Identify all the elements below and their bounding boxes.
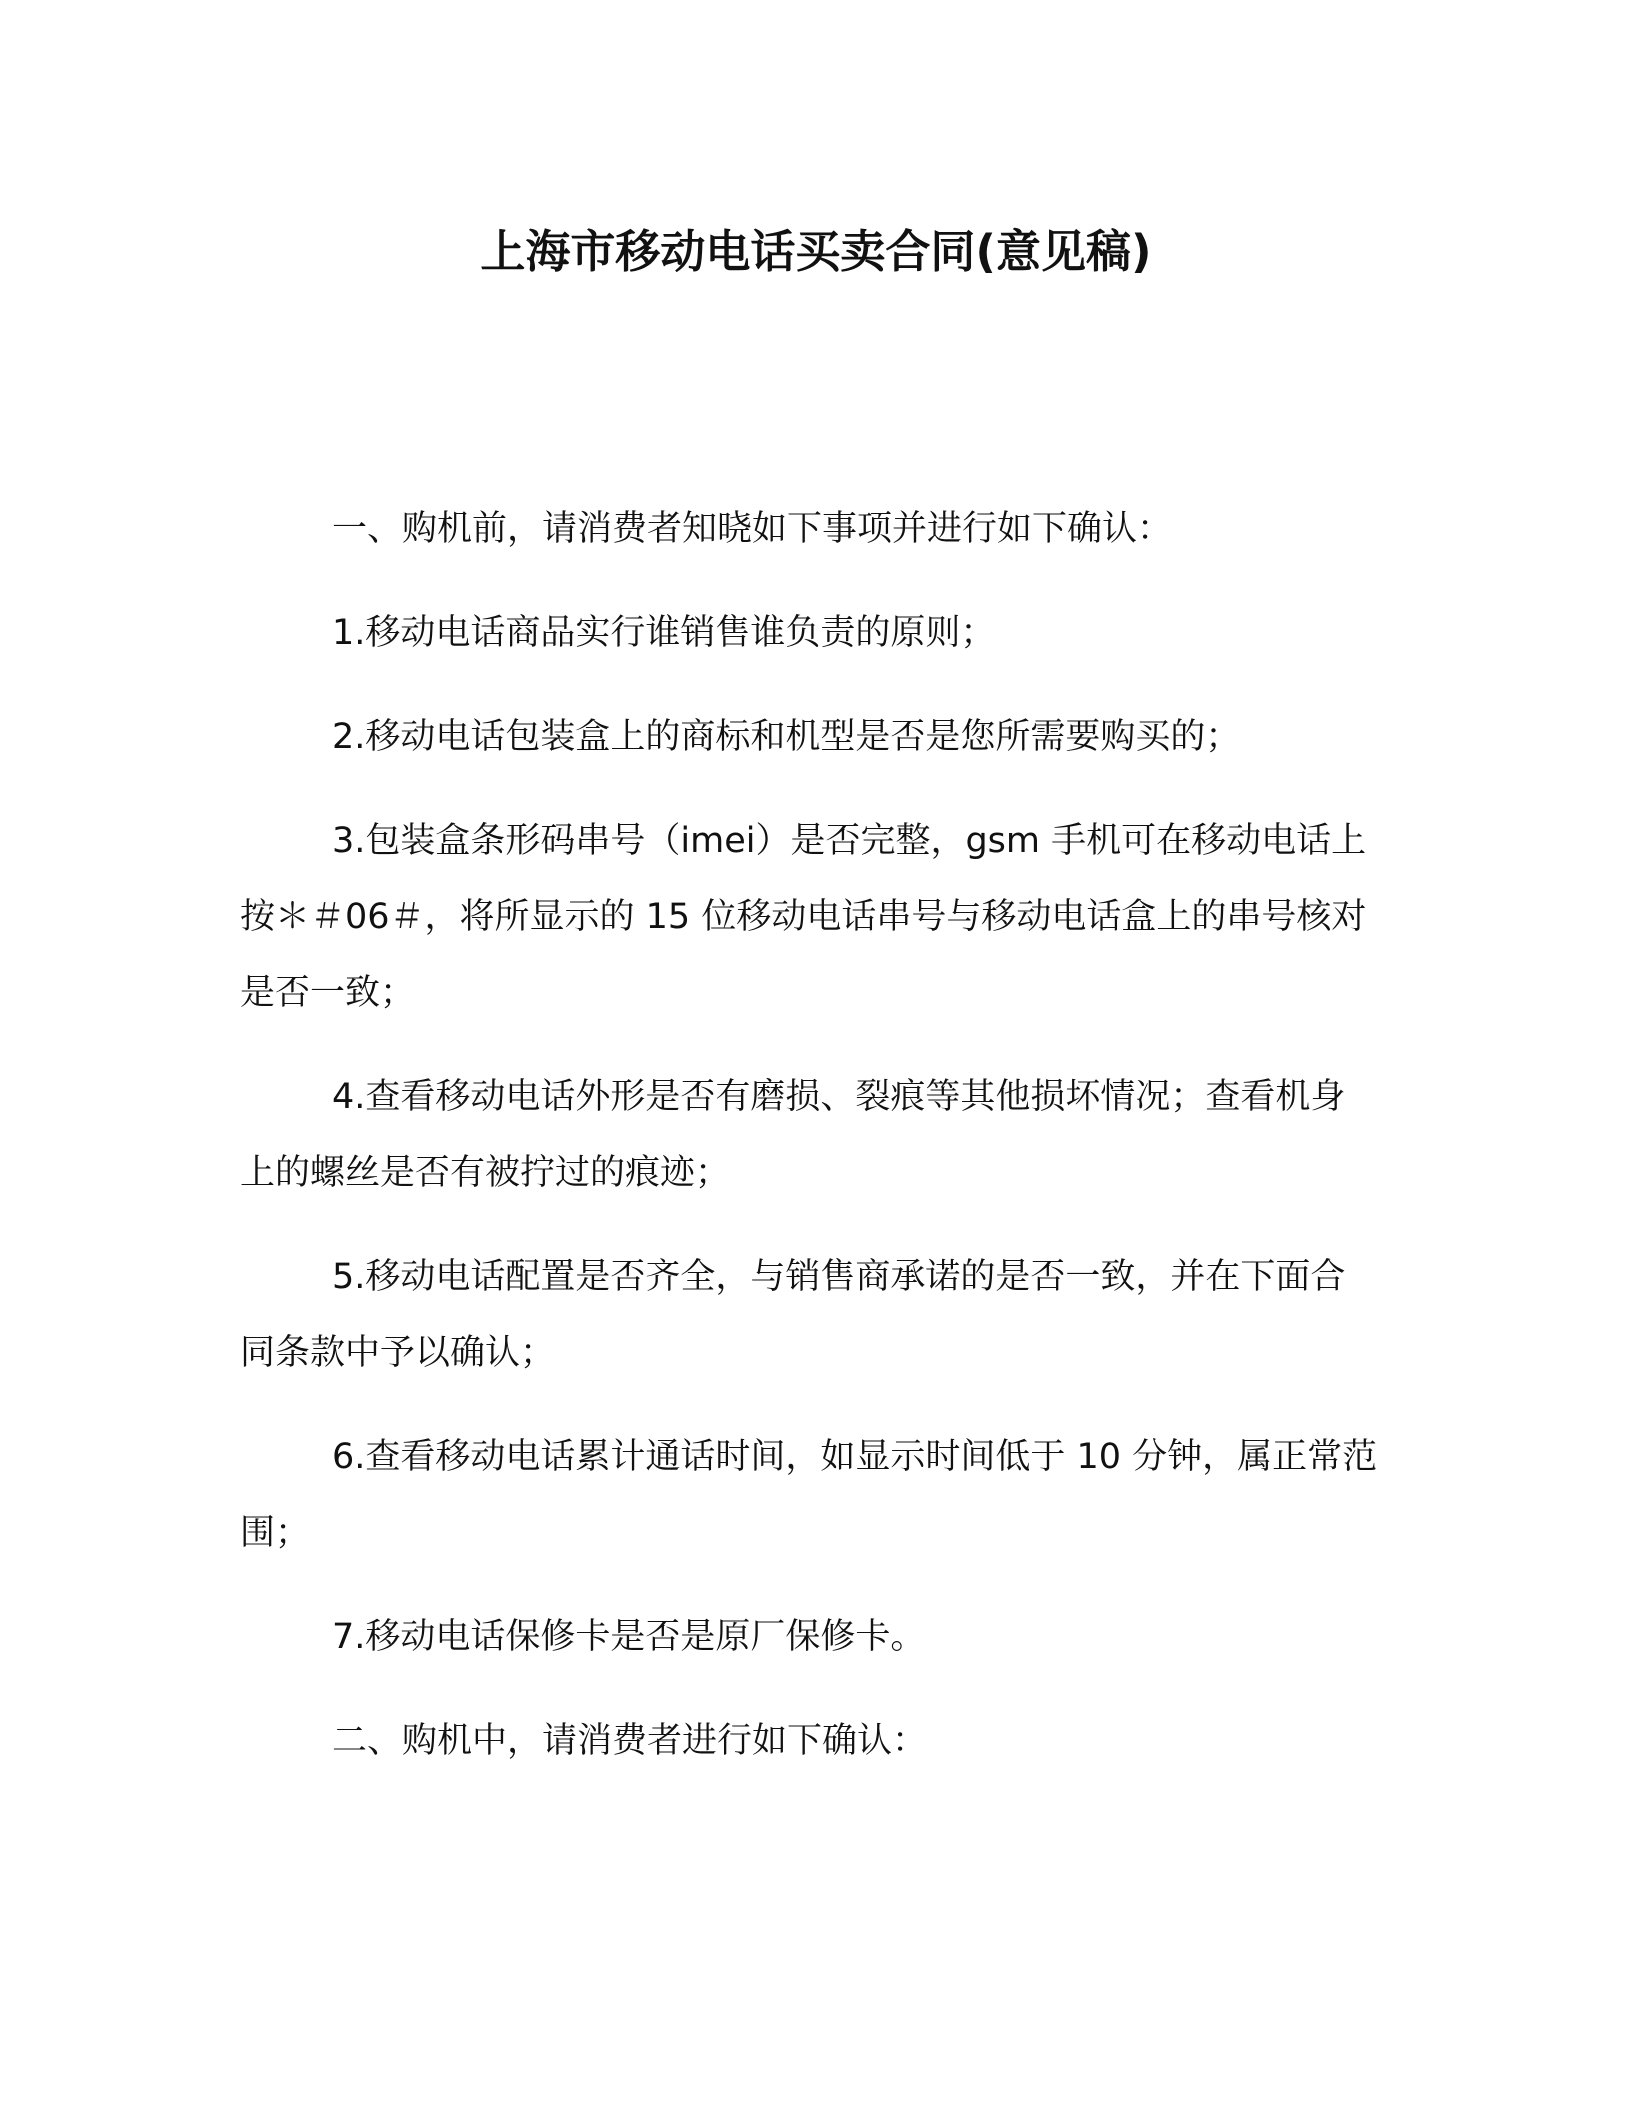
- list-item-6: 6.查看移动电话累计通话时间，如显示时间低于 10 分钟，属正常范围；: [240, 1437, 1378, 1553]
- list-item-5: 5.移动电话配置是否齐全，与销售商承诺的是否一致，并在下面合同条款中予以确认；: [240, 1257, 1346, 1373]
- document-body: [240, 491, 1380, 1807]
- list-item-4: 4.查看移动电话外形是否有磨损、裂痕等其他损坏情况；查看机身上的螺丝是否有被拧过的痕迹；: [240, 1077, 1346, 1193]
- section-heading-1: 一、购机前，请消费者知晓如下事项并进行如下确认：: [332, 509, 1173, 549]
- list-item-1: 1.移动电话商品实行谁销售谁负责的原则；: [332, 613, 996, 653]
- list-item-2: 2.移动电话包装盒上的商标和机型是否是您所需要购买的；: [332, 717, 1241, 757]
- list-item-3: 3.包装盒条形码串号（imei）是否完整，gsm 手机可在移动电话上按＊＃06＃，将所显示的 15 位移动电话串号与移动电话盒上的串号核对是否一致；: [240, 821, 1367, 1013]
- section-heading-2: 二、购机中，请消费者进行如下确认：: [332, 1721, 928, 1761]
- document-title: 上海市移动电话买卖合同(意见稿): [480, 225, 1152, 278]
- list-item-7: 7.移动电话保修卡是否是原厂保修卡。: [332, 1617, 926, 1657]
